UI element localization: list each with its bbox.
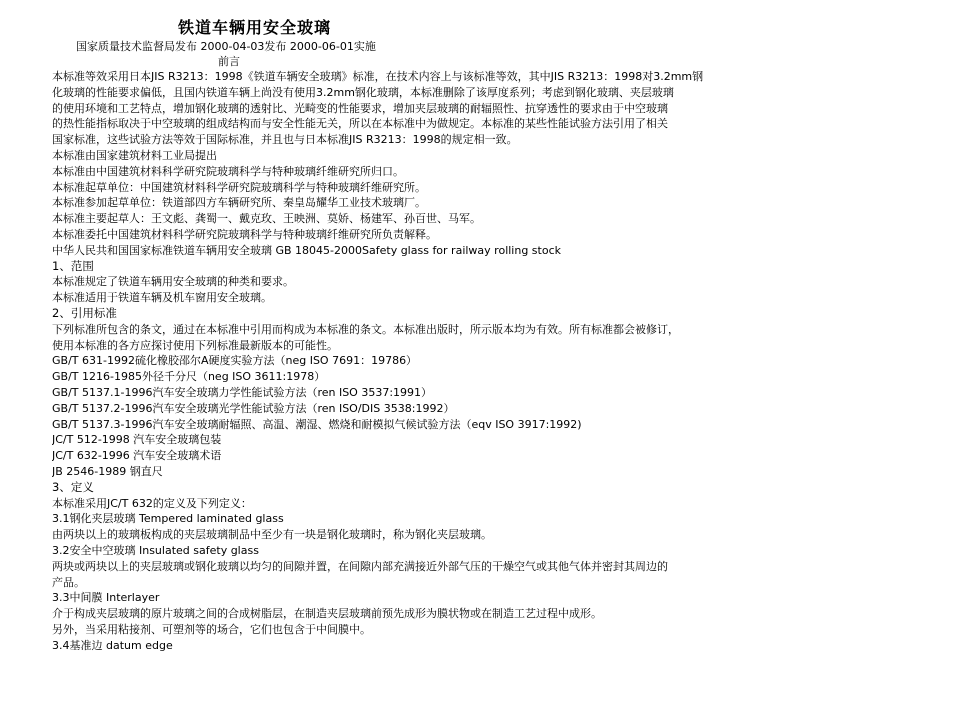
text-line: 本标准由国家建筑材料工业局提出 [52, 148, 217, 162]
text-line: GB/T 631-1992硫化橡胶邵尔A硬度实验方法（neg ISO 7691：19786） [52, 354, 418, 368]
text-line: 本标准由中国建筑材料科学研究院玻璃科学与特种玻璃纤维研究所归口。 [52, 164, 404, 178]
text-line: 本标准起草单位：中国建筑材料科学研究院玻璃科学与特种玻璃纤维研究所。 [52, 180, 426, 194]
text-line: 3.4基准边 datum edge [52, 638, 173, 652]
text-line: 本标准采用JC/T 632的定义及下列定义： [52, 496, 252, 510]
document-body [52, 69, 912, 653]
text-line: 化玻璃的性能要求偏低，且国内铁道车辆上尚没有使用3.2mm钢化玻璃，本标准删除了该厚度系列；考虑到钢化玻璃、夹层玻璃 [52, 85, 674, 99]
text-line: 3.1钢化夹层玻璃 Tempered laminated glass [52, 512, 284, 526]
text-line: 由两块以上的玻璃板构成的夹层玻璃制品中至少有一块是钢化玻璃时，称为钢化夹层玻璃。 [52, 528, 492, 542]
text-line: 本标准适用于铁道车辆及机车窗用安全玻璃。 [52, 291, 272, 305]
text-line: 另外，当采用粘接剂、可塑剂等的场合，它们也包含于中间膜中。 [52, 622, 371, 636]
document-title: 铁道车辆用安全玻璃 [178, 18, 332, 37]
text-line: GB/T 5137.3-1996汽车安全玻璃耐辐照、高温、潮湿、燃烧和耐模拟气候试验方法（eqv ISO 3917:1992) [52, 417, 582, 431]
text-line: 的热性能指标取决于中空玻璃的组成结构而与安全性能无关，所以在本标准中为做规定。本标准的某些性能试验方法引用了相关 [52, 117, 668, 131]
text-line: 3.3中间膜 Interlayer [52, 591, 160, 605]
text-line: 两块或两块以上的夹层玻璃或钢化玻璃以均匀的间隙并置，在间隙内部充满接近外部气压的干燥空气或其他气体并密封其周边的 [52, 559, 668, 573]
text-line: 中华人民共和国国家标准铁道车辆用安全玻璃 GB 18045-2000Safety glass for railway rolling stock [52, 243, 562, 257]
text-line: 使用本标准的各方应探讨使用下列标准最新版本的可能性。 [52, 338, 338, 352]
text-line: 产品。 [52, 575, 85, 589]
text-line: JB 2546-1989 钢直尺 [52, 464, 163, 478]
text-line: 1、范围 [52, 258, 94, 273]
text-line: GB/T 5137.2-1996汽车安全玻璃光学性能试验方法（ren ISO/DIS 3538:1992） [52, 401, 455, 415]
text-line: GB/T 1216-1985外径千分尺（neg ISO 3611:1978） [52, 370, 326, 384]
text-line: 下列标准所包含的条文，通过在本标准中引用而构成为本标准的条文。本标准出版时，所示版本均为有效。所有标准都会被修订， [52, 322, 679, 336]
text-line: 本标准主要起草人：王文彪、龚蜀一、戴克玫、王映洲、莫娇、杨建军、孙百世、马军。 [52, 212, 481, 226]
text-line: 本标准委托中国建筑材料科学研究院玻璃科学与特种玻璃纤维研究所负责解释。 [52, 227, 437, 241]
text-line: 的使用环境和工艺特点，增加钢化玻璃的透射比、光畸变的性能要求，增加夹层玻璃的耐辐照性、抗穿透性的要求由于中空玻璃 [52, 101, 668, 115]
text-line: JC/T 632-1996 汽车安全玻璃术语 [52, 449, 222, 463]
foreword-heading: 前言 [218, 55, 240, 68]
text-line: 国家标准，这些试验方法等效于国际标准，并且也与日本标准JIS R3213：1998的规定相一致。 [52, 133, 518, 147]
text-line: 本标准等效采用日本JIS R3213：1998《铁道车辆安全玻璃》标准，在技术内容上与该标准等效，其中JIS R3213：1998对3.2mm钢 [52, 70, 704, 83]
text-line: JC/T 512-1998 汽车安全玻璃包装 [52, 433, 222, 447]
text-line: 介于构成夹层玻璃的原片玻璃之间的合成树脂层，在制造夹层玻璃前预先成形为膜状物或在制造工艺过程中成形。 [52, 607, 602, 621]
text-line: 3.2安全中空玻璃 Insulated safety glass [52, 543, 259, 557]
publish-info: 国家质量技术监督局发布 2000-04-03发布 2000-06-01实施 [76, 40, 376, 53]
text-line: 本标准规定了铁道车辆用安全玻璃的种类和要求。 [52, 275, 294, 289]
text-line: 3、定义 [52, 479, 94, 494]
text-line: 本标准参加起草单位：铁道部四方车辆研究所、秦皇岛耀华工业技术玻璃厂。 [52, 196, 426, 210]
text-line: GB/T 5137.1-1996汽车安全玻璃力学性能试验方法（ren ISO 3537:1991） [52, 385, 433, 399]
text-line: 2、引用标准 [52, 305, 117, 320]
